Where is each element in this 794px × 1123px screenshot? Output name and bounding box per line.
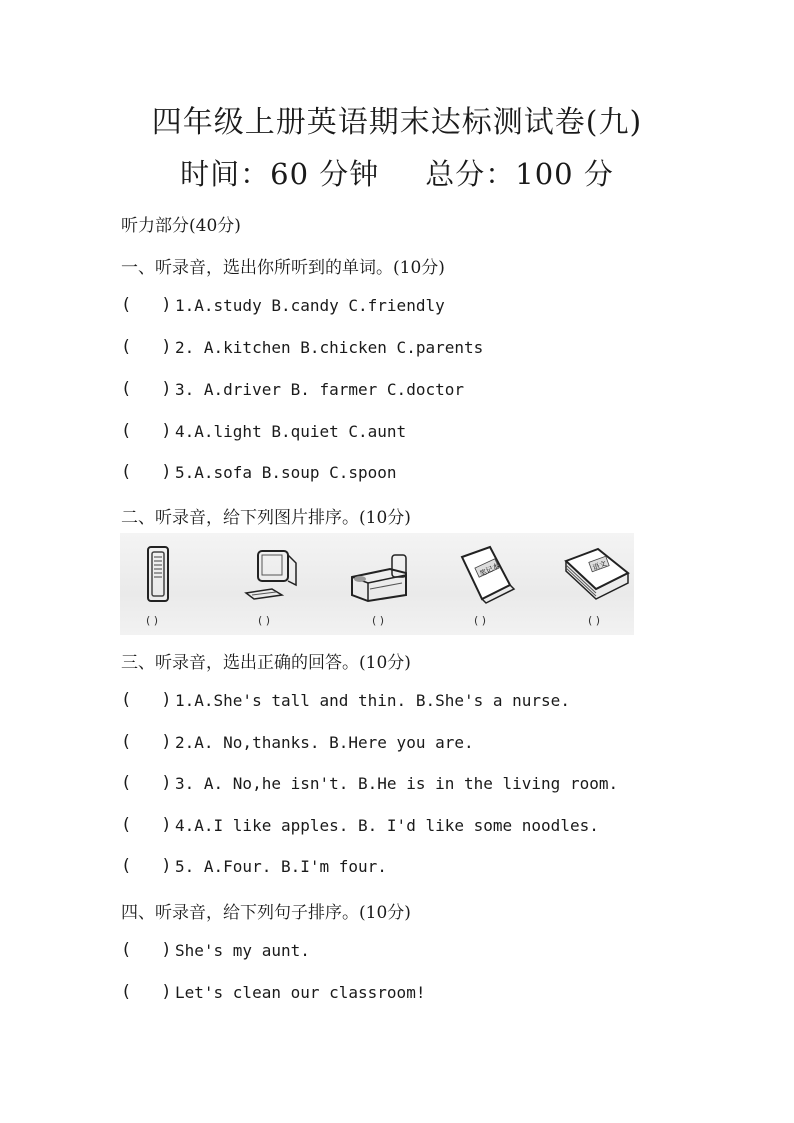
picture-item [120,533,220,635]
picture-item [342,533,442,635]
answer-blank[interactable]: ( ) [121,421,172,441]
question-item: 4.A.light B.quiet C.aunt [175,422,407,441]
picture-answer-blank[interactable]: ( ) [258,614,271,627]
answer-blank[interactable]: ( ) [121,940,172,960]
answer-blank[interactable]: ( ) [121,815,172,835]
answer-blank[interactable]: ( ) [121,982,172,1002]
notebook-icon [454,533,554,635]
bed-icon [342,533,442,635]
picture-answer-blank[interactable]: ( ) [588,614,601,627]
question-item: 5. A.Four. B.I'm four. [175,857,387,876]
total-score: 总分：100 分 [425,157,614,191]
question-item: 2.A. No,thanks. B.Here you are. [175,733,474,752]
picture-item [560,533,660,635]
section1-heading: 一、听录音，选出你所听到的单词。(10分) [121,258,445,278]
answer-blank[interactable]: ( ) [121,295,172,315]
computer-icon [232,533,332,635]
picture-item [454,533,554,635]
question-item: 4.A.I like apples. B. I'd like some noodles. [175,816,599,835]
door-icon [120,533,220,635]
question-item: 5.A.sofa B.soup C.spoon [175,463,397,482]
notebook-label: 笔记本 [478,562,501,579]
picture-strip [120,533,634,635]
answer-blank[interactable]: ( ) [121,462,172,482]
question-item: 3. A.driver B. farmer C.doctor [175,380,464,399]
answer-blank[interactable]: ( ) [121,856,172,876]
question-item: 2. A.kitchen B.chicken C.parents [175,338,484,357]
question-item: 3. A. No,he isn't. B.He is in the living room. [175,774,619,793]
book-label: 语文 [591,559,608,573]
sentence-item: She's my aunt. [175,941,310,960]
question-item: 1.A.She's tall and thin. B.She's a nurse. [175,691,570,710]
picture-answer-blank[interactable]: ( ) [146,614,159,627]
picture-answer-blank[interactable]: ( ) [474,614,487,627]
answer-blank[interactable]: ( ) [121,690,172,710]
section3-heading: 三、听录音，选出正确的回答。(10分) [121,653,411,673]
answer-blank[interactable]: ( ) [121,732,172,752]
section2-heading: 二、听录音，给下列图片排序。(10分) [121,508,411,528]
exam-time: 时间：60 分钟 [180,157,380,191]
chinese-book-icon [560,533,660,635]
picture-answer-blank[interactable]: ( ) [372,614,385,627]
sentence-item: Let's clean our classroom! [175,983,426,1002]
section4-heading: 四、听录音，给下列句子排序。(10分) [121,903,411,923]
listening-part-label: 听力部分(40分) [121,216,241,236]
time-and-score [0,152,794,193]
question-item: 1.A.study B.candy C.friendly [175,296,445,315]
page-title: 四年级上册英语期末达标测试卷(九) [151,105,643,140]
answer-blank[interactable]: ( ) [121,773,172,793]
answer-blank[interactable]: ( ) [121,379,172,399]
answer-blank[interactable]: ( ) [121,337,172,357]
picture-item [232,533,332,635]
